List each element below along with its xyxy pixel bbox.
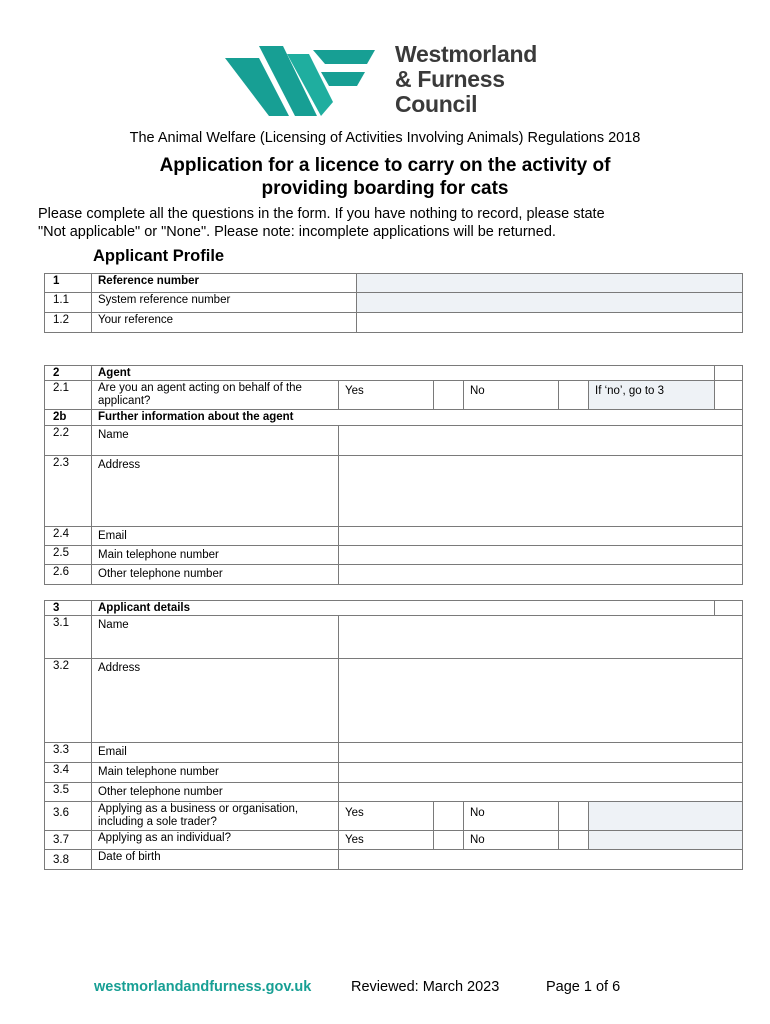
field-label <box>92 802 339 831</box>
subsection-title: Further information about the agent <box>92 410 743 426</box>
reference-table <box>44 273 743 333</box>
applicant-name-input[interactable] <box>339 616 743 659</box>
title-line-2: providing boarding for cats <box>261 178 509 199</box>
agent-name-input[interactable] <box>339 426 743 456</box>
subsection-number: 2b <box>45 410 92 426</box>
field-label: Your reference <box>92 313 357 333</box>
date-of-birth-input[interactable] <box>339 850 743 870</box>
field-label: Address <box>92 456 339 527</box>
row-number: 2.1 <box>45 381 92 410</box>
agent-no-checkbox[interactable] <box>559 381 589 410</box>
applicant-address-input[interactable] <box>339 659 743 743</box>
individual-yes-checkbox[interactable] <box>434 831 464 850</box>
section-title: Reference number <box>92 274 357 293</box>
row-number: 2.6 <box>45 565 92 585</box>
row-number: 2.3 <box>45 456 92 527</box>
logo-line-3: Council <box>395 91 478 117</box>
intro-line-2: "Not applicable" or "None". Please note: incomplete applications will be returned. <box>38 224 556 240</box>
applicant-table <box>44 600 743 870</box>
agent-main-phone-input[interactable] <box>339 546 743 565</box>
field-label: Name <box>92 616 339 659</box>
system-reference-field <box>357 293 743 313</box>
your-reference-input[interactable] <box>357 313 743 333</box>
field-label: Email <box>92 743 339 763</box>
yes-label: Yes <box>339 381 434 410</box>
field-label: Email <box>92 527 339 546</box>
applicant-main-phone-input[interactable] <box>339 763 743 783</box>
label-line-2: applicant? <box>98 395 151 407</box>
row-number: 3.3 <box>45 743 92 763</box>
row-number: 3.4 <box>45 763 92 783</box>
individual-blank-cell <box>589 831 743 850</box>
section-title: Agent <box>92 366 715 381</box>
row-number: 3.8 <box>45 850 92 870</box>
field-label: Main telephone number <box>92 763 339 783</box>
agent-email-input[interactable] <box>339 527 743 546</box>
row-number: 3.2 <box>45 659 92 743</box>
row-number: 1.2 <box>45 313 92 333</box>
logo-line-1: Westmorland <box>395 41 537 67</box>
section-heading: Applicant Profile <box>93 247 225 265</box>
reference-header-field <box>357 274 743 293</box>
applicant-header-cell <box>715 601 743 616</box>
reviewed-date: Reviewed: March 2023 <box>351 979 500 995</box>
agent-note: If ‘no’, go to 3 <box>589 381 715 410</box>
regulation-title: The Animal Welfare (Licensing of Activities Involving Animals) Regulations 2018 <box>129 130 641 146</box>
section-number: 3 <box>45 601 92 616</box>
no-label: No <box>464 381 559 410</box>
council-logo <box>225 42 555 122</box>
row-number: 3.1 <box>45 616 92 659</box>
business-blank-cell <box>589 802 743 831</box>
logo-line-2: & Furness <box>395 66 505 92</box>
applicant-other-phone-input[interactable] <box>339 783 743 802</box>
agent-header-cell <box>715 366 743 381</box>
intro-text <box>38 205 718 241</box>
row-number: 2.2 <box>45 426 92 456</box>
agent-yes-checkbox[interactable] <box>434 381 464 410</box>
agent-other-phone-input[interactable] <box>339 565 743 585</box>
intro-line-1: Please complete all the questions in the form. If you have nothing to record, please state <box>38 206 605 222</box>
row-number: 1.1 <box>45 293 92 313</box>
label-line-1: Applying as a business or organisation, <box>98 803 299 815</box>
section-number: 1 <box>45 274 92 293</box>
website-link[interactable]: westmorlandandfurness.gov.uk <box>94 979 312 995</box>
field-label: Main telephone number <box>92 546 339 565</box>
label-line-2: including a sole trader? <box>98 816 217 828</box>
agent-address-input[interactable] <box>339 456 743 527</box>
section-number: 2 <box>45 366 92 381</box>
field-label: Date of birth <box>92 850 339 870</box>
field-label: Applying as an individual? <box>92 831 339 850</box>
row-number: 3.6 <box>45 802 92 831</box>
label-line-1: Are you an agent acting on behalf of the <box>98 382 302 394</box>
business-no-checkbox[interactable] <box>559 802 589 831</box>
field-label: Other telephone number <box>92 783 339 802</box>
row-number: 2.4 <box>45 527 92 546</box>
page-title <box>0 154 770 200</box>
yes-label: Yes <box>339 831 434 850</box>
field-label <box>92 381 339 410</box>
agent-blank-cell <box>715 381 743 410</box>
title-line-1: Application for a licence to carry on the activity of <box>159 155 611 176</box>
field-label: System reference number <box>92 293 357 313</box>
section-title: Applicant details <box>92 601 715 616</box>
council-logo-mark-icon <box>225 46 385 120</box>
yes-label: Yes <box>339 802 434 831</box>
row-number: 2.5 <box>45 546 92 565</box>
no-label: No <box>464 802 559 831</box>
field-label: Other telephone number <box>92 565 339 585</box>
row-number: 3.7 <box>45 831 92 850</box>
page-number: Page 1 of 6 <box>546 979 621 995</box>
individual-no-checkbox[interactable] <box>559 831 589 850</box>
no-label: No <box>464 831 559 850</box>
agent-table <box>44 365 743 585</box>
business-yes-checkbox[interactable] <box>434 802 464 831</box>
applicant-email-input[interactable] <box>339 743 743 763</box>
field-label: Address <box>92 659 339 743</box>
row-number: 3.5 <box>45 783 92 802</box>
field-label: Name <box>92 426 339 456</box>
